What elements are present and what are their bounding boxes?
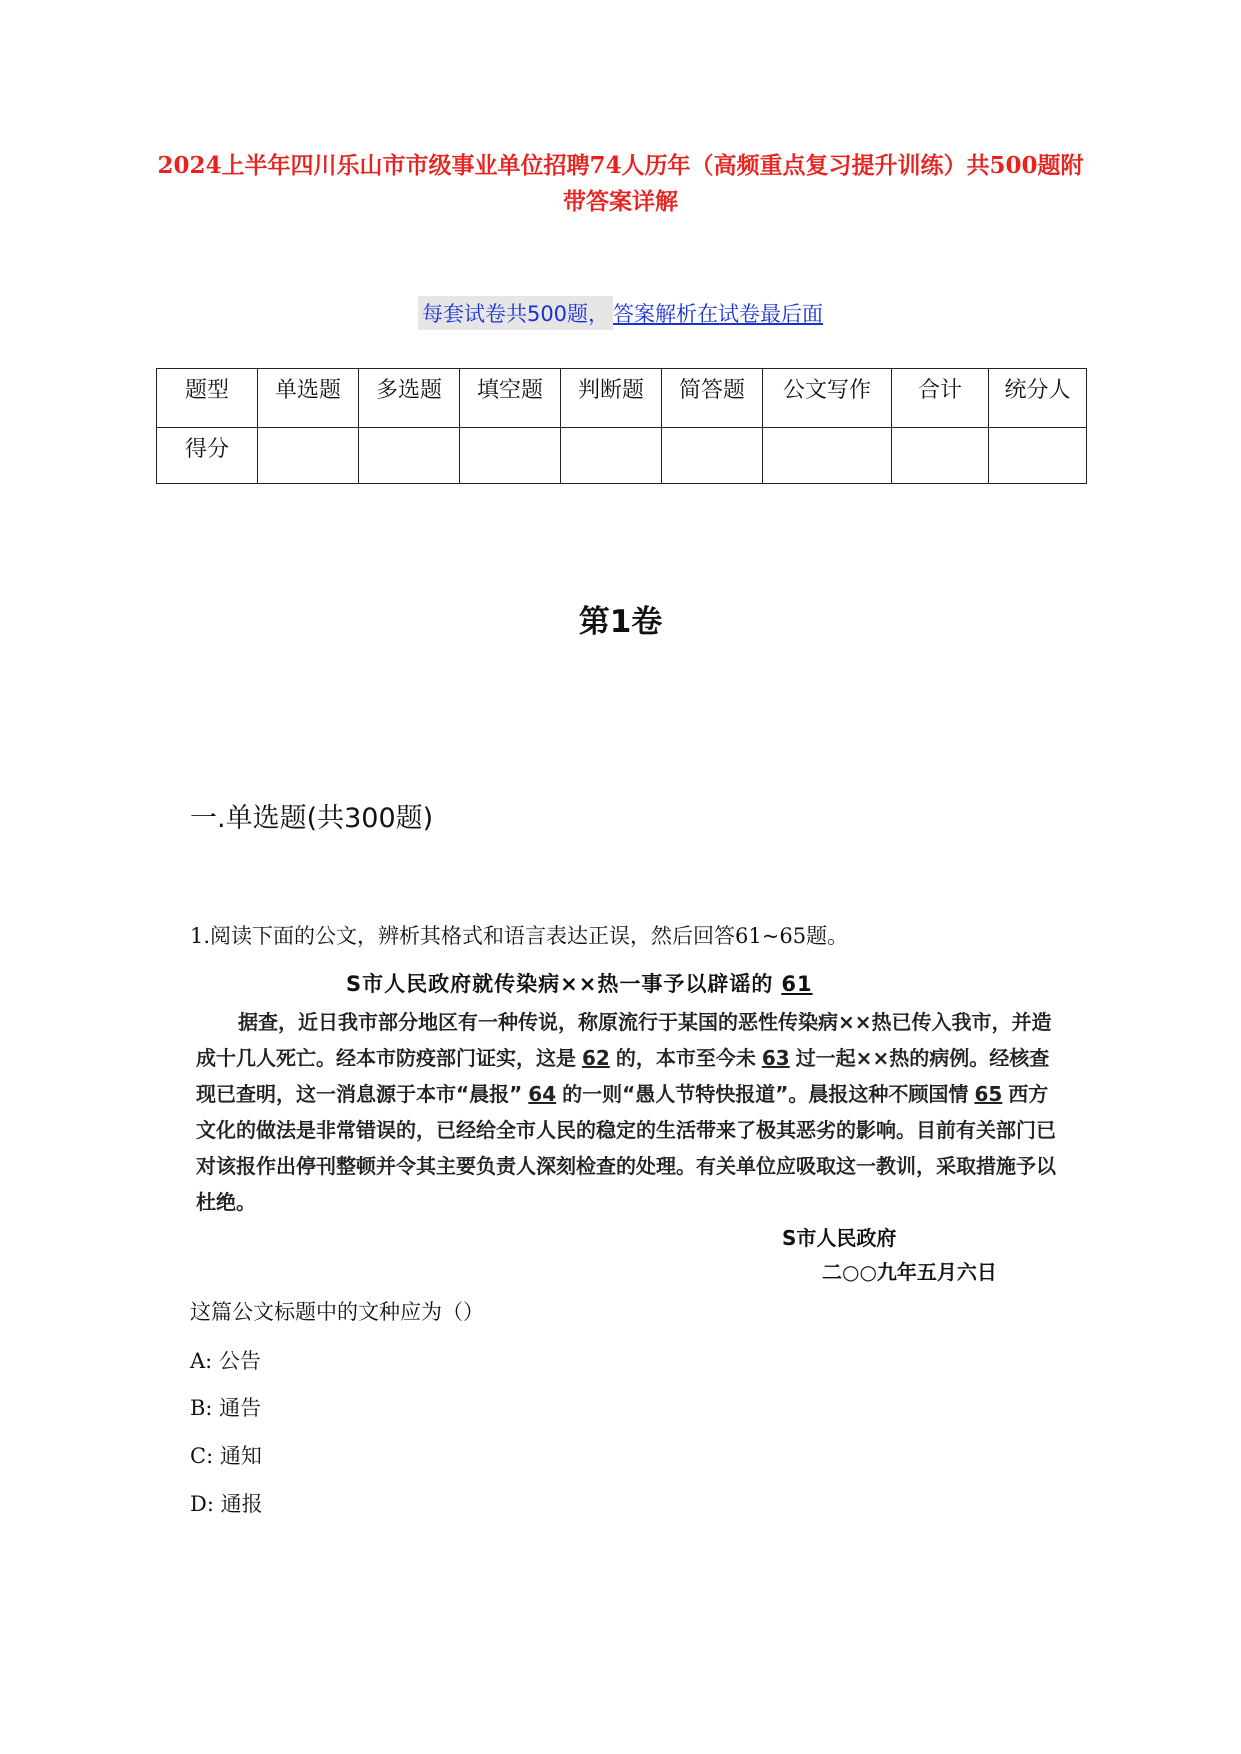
score-cell[interactable] (258, 428, 359, 484)
official-document-image (196, 960, 1066, 1284)
page-title: 2024上半年四川乐山市市级事业单位招聘74人历年（高频重点复习提升训练）共500题附带答案详解 (157, 152, 1084, 215)
table-header-cell: 简答题 (662, 369, 763, 428)
document-title-text: S市人民政府就传染病××热一事予以辟谣的 (346, 972, 774, 996)
table-header-cell: 多选题 (359, 369, 460, 428)
question-intro: 1.阅读下面的公文，辨析其格式和语言表达正误，然后回答61~65题。 (190, 924, 849, 948)
score-cell[interactable] (460, 428, 561, 484)
option-d[interactable]: D: 通报 (190, 1492, 263, 1516)
answer-notice (0, 296, 1241, 330)
document-text: 的，本市至今未 (615, 1046, 756, 1070)
score-cell[interactable] (561, 428, 662, 484)
score-cell[interactable] (763, 428, 892, 484)
document-text: 过一起××热的病例。经核查现已查明，这一消息源于本市“晨报” (196, 1046, 1050, 1106)
option-a[interactable]: A: 公告 (190, 1349, 261, 1373)
table-header-cell: 题型 (157, 369, 258, 428)
document-signature: S市人民政府 (782, 1226, 897, 1250)
score-cell[interactable] (359, 428, 460, 484)
blank-62: 62 (582, 1046, 610, 1070)
table-header-cell: 填空题 (460, 369, 561, 428)
table-header-cell: 统分人 (989, 369, 1087, 428)
notice-text-1: 每套试卷共500题， (418, 296, 613, 330)
document-date: 二○○九年五月六日 (822, 1260, 997, 1284)
document-text: 据查，近日我市部分地区有一种传说，称原流行于某国的恶性传染病××热已传入我市，并造成十几人死亡。经本市防疫部门证实，这是 (196, 1010, 1052, 1070)
option-c[interactable]: C: 通知 (190, 1444, 262, 1468)
blank-64: 64 (528, 1082, 557, 1106)
score-row-label: 得分 (157, 428, 258, 484)
score-table-header-row (157, 369, 1087, 428)
document-title (346, 968, 821, 998)
score-cell[interactable] (892, 428, 989, 484)
table-header-cell: 合计 (892, 369, 989, 428)
table-header-cell: 公文写作 (763, 369, 892, 428)
blank-61: 61 (781, 972, 813, 996)
option-b[interactable]: B: 通告 (190, 1396, 262, 1420)
section-heading: 一.单选题(共300题) (190, 803, 434, 834)
question-stem: 这篇公文标题中的文种应为（） (190, 1300, 484, 1324)
score-table (156, 368, 1087, 484)
blank-65: 65 (974, 1082, 1003, 1106)
volume-heading: 第1卷 (578, 604, 663, 640)
table-header-cell: 单选题 (258, 369, 359, 428)
score-cell[interactable] (662, 428, 763, 484)
score-table-score-row (157, 428, 1087, 484)
document-text: 的一则“愚人节特快报道”。晨报这种不顾国情 (562, 1082, 969, 1106)
document-body (196, 1004, 1056, 1220)
notice-text-2: 答案解析在试卷最后面 (613, 302, 824, 326)
table-header-cell: 判断题 (561, 369, 662, 428)
blank-63: 63 (761, 1046, 790, 1070)
document-text: 西方文化的做法是非常错误的，已经给全市人民的稳定的生活带来了极其恶劣的影响。目前有关部门已对该报作出停刊整顿并令其主要负责人深刻检查的处理。有关单位应吸取这一教训，采取措施予以杜绝。 (196, 1082, 1056, 1214)
score-cell[interactable] (989, 428, 1087, 484)
